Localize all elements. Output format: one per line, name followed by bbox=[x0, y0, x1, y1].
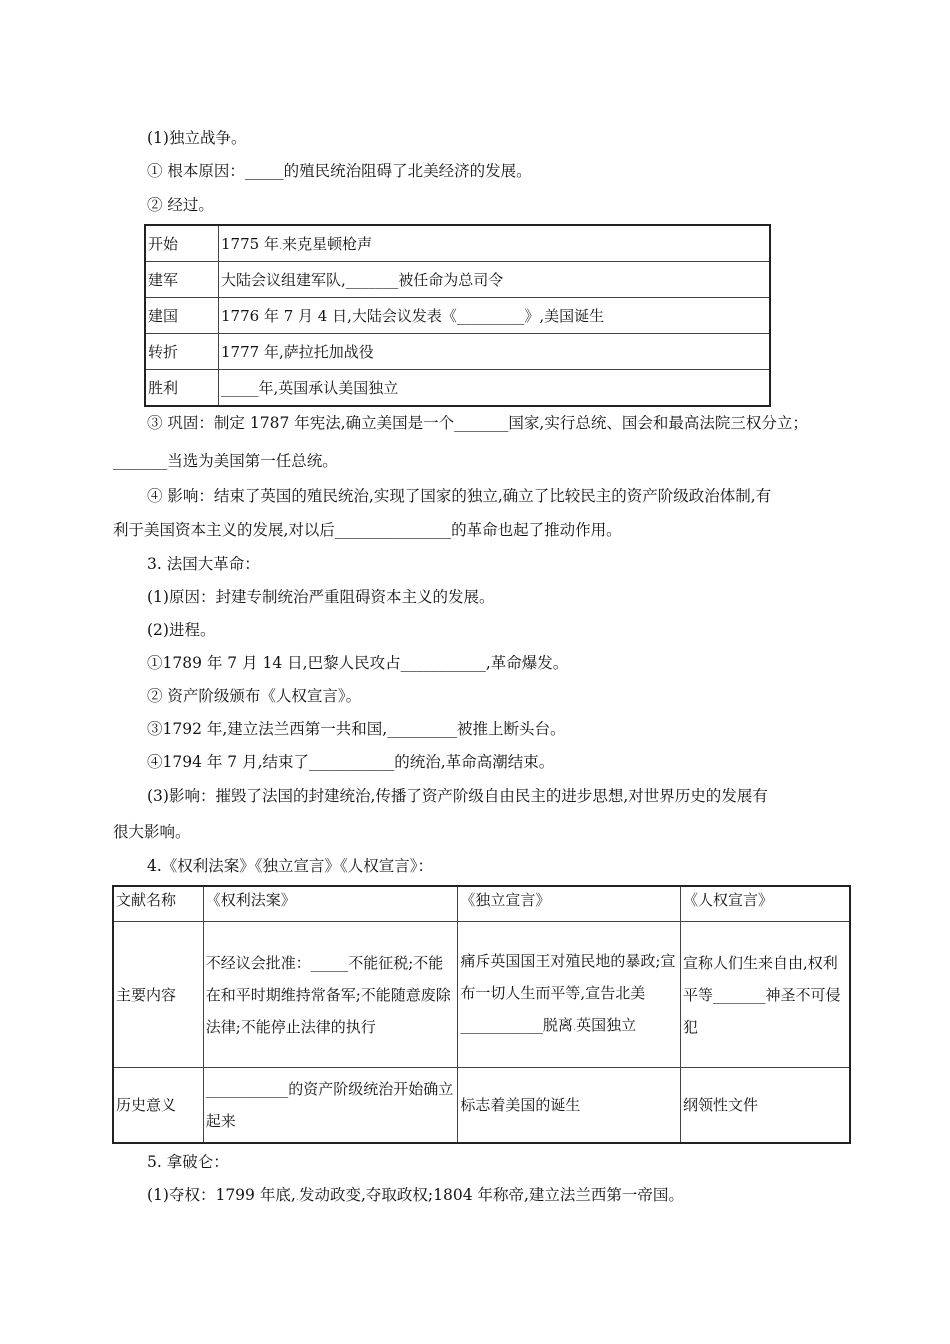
table-cell: 主要内容 bbox=[113, 922, 203, 1068]
text-line: ①1789 年 7 月 14 日,巴黎人民攻占___________,革命爆发。 bbox=[147, 654, 569, 672]
line-text: (1)夺权：1799 年底, bbox=[147, 1186, 296, 1204]
section-heading: 3. 法国大革命： bbox=[147, 555, 260, 573]
table-cell bbox=[458, 922, 681, 1068]
table-cell: _____年,英国承认美国独立 bbox=[219, 370, 771, 407]
table-row bbox=[145, 262, 770, 298]
cell-text: 英国独立 bbox=[576, 1016, 637, 1034]
cell-text: 来克星顿枪声 bbox=[282, 235, 373, 253]
table-row bbox=[145, 298, 770, 334]
cell-text: 1775 年 bbox=[221, 235, 279, 253]
text-line: (1)独立战争。 bbox=[147, 129, 247, 147]
text-line: ③ 巩固：制定 1787 年宪法,确立美国是一个_______国家,实行总统、国会和最高法院三权分立； bbox=[147, 414, 808, 432]
table-cell: 1776 年 7 月 4 日,大陆会议发表《_________》,美国诞生 bbox=[219, 298, 771, 334]
text-line: ② 经过。 bbox=[147, 196, 214, 214]
cell-text: 痛斥英国国王对殖民地的暴政;宣布一切人生而平等,宣告北美___________脱离 bbox=[460, 952, 676, 1034]
table-cell: 标志着美国的诞生 bbox=[458, 1068, 681, 1144]
table-cell: 1777 年,萨拉托加战役 bbox=[219, 334, 771, 370]
text-line: (3)影响：摧毁了法国的封建统治,传播了资产阶级自由民主的进步思想,对世界历史的发展有 bbox=[147, 787, 768, 805]
table-cell: 纲领性文件 bbox=[681, 1068, 850, 1144]
table-cell: 胜利 bbox=[145, 370, 219, 407]
text-line: (1)原因：封建专制统治严重阻碍资本主义的发展。 bbox=[147, 588, 495, 606]
table-header-cell: 文献名称 bbox=[113, 886, 203, 922]
dot-mark-icon: . bbox=[572, 1022, 577, 1033]
text-line: ② 资产阶级颁布《人权宣言》。 bbox=[147, 687, 362, 705]
text-line: (2)进程。 bbox=[147, 621, 216, 639]
dot-mark-icon: . bbox=[295, 1192, 299, 1203]
table-cell: 不经议会批准：_____不能征税;不能在和平时期维持常备军;不能随意废除法律;不能停止法律的执行 bbox=[203, 922, 458, 1068]
table-header-cell: 《独立宣言》 bbox=[458, 886, 681, 922]
table-row bbox=[145, 370, 770, 407]
table-row bbox=[145, 225, 770, 262]
table-header-row bbox=[113, 886, 850, 922]
dot-mark-icon: . bbox=[278, 241, 283, 252]
text-line: ④ 影响：结束了英国的殖民统治,实现了国家的独立,确立了比较民主的资产阶级政治体制,有 bbox=[147, 487, 772, 505]
line-text: 发动政变,夺取政权;1804 年称帝,建立法兰西第一帝国。 bbox=[298, 1186, 684, 1204]
text-line bbox=[147, 1185, 684, 1208]
table-header-cell: 《权利法案》 bbox=[203, 886, 458, 922]
table-row bbox=[113, 922, 850, 1068]
table-cell: 宣称人们生来自由,权利平等_______神圣不可侵犯 bbox=[681, 922, 850, 1068]
text-line: ④1794 年 7 月,结束了___________的统治,革命高潮结束。 bbox=[147, 753, 555, 771]
table-cell: 开始 bbox=[145, 225, 219, 262]
table-cell: 建国 bbox=[145, 298, 219, 334]
table-row bbox=[113, 1068, 850, 1144]
text-line: ③1792 年,建立法兰西第一共和国,_________被推上断头台。 bbox=[147, 720, 566, 738]
table-cell: 建军 bbox=[145, 262, 219, 298]
table-row bbox=[145, 334, 770, 370]
table-cell: 转折 bbox=[145, 334, 219, 370]
documents-table bbox=[112, 885, 851, 1144]
table-cell bbox=[219, 225, 771, 262]
independence-war-table bbox=[144, 224, 771, 407]
section-heading: 5. 拿破仑： bbox=[147, 1153, 229, 1171]
table-cell: 历史意义 bbox=[113, 1068, 203, 1144]
table-cell: ___________的资产阶级统治开始确立起来 bbox=[203, 1068, 458, 1144]
section-heading: 4.《权利法案》《独立宣言》《人权宣言》： bbox=[147, 857, 434, 875]
text-line: 利于美国资本主义的发展,对以后_______________的革命也起了推动作用。 bbox=[113, 521, 622, 539]
text-line: 很大影响。 bbox=[113, 823, 191, 841]
table-cell: 大陆会议组建军队,_______被任命为总司令 bbox=[219, 262, 771, 298]
text-line: ① 根本原因：_____的殖民统治阻碍了北美经济的发展。 bbox=[147, 162, 532, 180]
text-line: _______当选为美国第一任总统。 bbox=[113, 452, 338, 470]
table-header-cell: 《人权宣言》 bbox=[681, 886, 850, 922]
